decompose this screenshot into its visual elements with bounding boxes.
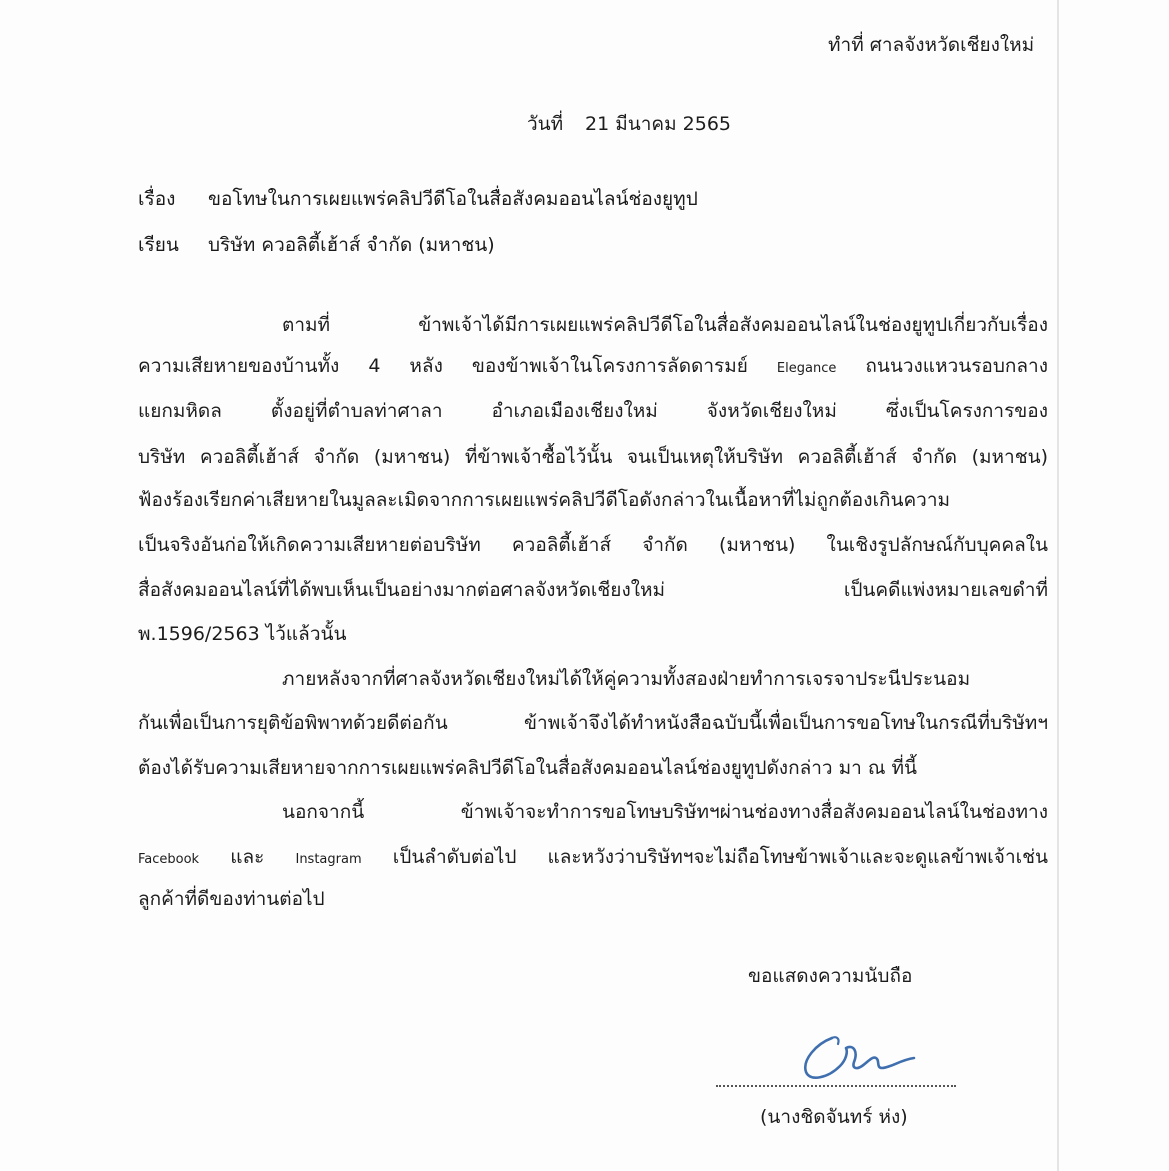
p1-line-5: ฟ้องร้องเรียกค่าเสียหายในมูลละเมิดจากการเผยแพร่คลิปวีดีโอดังกล่าวในเนื้อหาที่ไม่ถูกต้องเกินความ xyxy=(138,489,951,511)
p3-line-2 xyxy=(138,845,1048,872)
p2-line-3: ต้องได้รับความเสียหายจากการเผยแพร่คลิปวีดีโอในสื่อสังคมออนไลน์ช่องยูทูปดังกล่าว มา ณ ที่นี้ xyxy=(138,757,917,779)
p2-line-2: กันเพื่อเป็นการยุติข้อพิพาทด้วยดีต่อกัน ข้าพเจ้าจึงได้ทำหนังสือฉบับนี้เพื่อเป็นการขอโทษในกรณีที่บริษัทฯ xyxy=(138,712,1048,734)
page-edge-line xyxy=(1057,0,1059,1171)
recipient-value: บริษัท ควอลิตี้เฮ้าส์ จำกัด (มหาชน) xyxy=(208,234,495,256)
p2-line-1: ภายหลังจากที่ศาลจังหวัดเชียงใหม่ได้ให้คู่ความทั้งสองฝ่ายทำการเจรจาประนีประนอม xyxy=(282,668,971,690)
date-label: วันที่ xyxy=(527,113,564,135)
closing-regards: ขอแสดงความนับถือ xyxy=(748,965,913,987)
subject-label: เรื่อง xyxy=(138,188,176,210)
p1-line-2 xyxy=(138,354,1048,381)
p3-and: และ xyxy=(230,846,265,868)
p1-line-6: เป็นจริงอันก่อให้เกิดความเสียหายต่อบริษัท ควอลิตี้เฮ้าส์ จำกัด (มหาชน) ในเชิงรูปลักษณ์กับบุคคลใน xyxy=(138,534,1048,556)
p3-instagram: Instagram xyxy=(295,852,362,867)
p1-line-4: บริษัท ควอลิตี้เฮ้าส์ จำกัด (มหาชน) ที่ข้าพเจ้าซื้อไว้นั้น จนเป็นเหตุให้บริษัท ควอลิตี้เฮ้าส์ จำกัด (มหาชน) xyxy=(138,446,1048,468)
subject-value: ขอโทษในการเผยแพร่คลิปวีดีโอในสื่อสังคมออนไลน์ช่องยูทูป xyxy=(208,188,698,210)
handwritten-signature xyxy=(792,1022,922,1086)
p1-line-7: สื่อสังคมออนไลน์ที่ได้พบเห็นเป็นอย่างมากต่อศาลจังหวัดเชียงใหม่ เป็นคดีแพ่งหมายเลขดำที่ xyxy=(138,579,1048,601)
p3-line-3: ลูกค้าที่ดีของท่านต่อไป xyxy=(138,888,325,910)
p1-line-2-a: ความเสียหายของบ้านทั้ง 4 หลัง ของข้าพเจ้าในโครงการลัดดารมย์ xyxy=(138,355,748,377)
p3-line-1: นอกจากนี้ ข้าพเจ้าจะทำการขอโทษบริษัทฯผ่านช่องทางสื่อสังคมออนไลน์ในช่องทาง xyxy=(282,801,1048,823)
p1-line-2-b: ถนนวงแหวนรอบกลาง xyxy=(865,355,1048,377)
date-value: 21 มีนาคม 2565 xyxy=(585,113,732,135)
p1-line-1: ตามที่ ข้าพเจ้าได้มีการเผยแพร่คลิปวีดีโอในสื่อสังคมออนไลน์ในช่องยูทูปเกี่ยวกับเรื่อง xyxy=(282,314,1048,336)
recipient-label: เรียน xyxy=(138,234,179,256)
signer-name: (นางชิดจันทร์ ห่ง) xyxy=(760,1106,908,1128)
p1-elegance: Elegance xyxy=(776,361,837,376)
p1-line-3: แยกมหิดล ตั้งอยู่ที่ตำบลท่าศาลา อำเภอเมืองเชียงใหม่ จังหวัดเชียงใหม่ ซึ่งเป็นโครงการของ xyxy=(138,400,1048,422)
place-written: ทำที่ ศาลจังหวัดเชียงใหม่ xyxy=(828,34,1035,56)
signature-dotted-line xyxy=(716,1085,956,1087)
p3-line-2-rest: เป็นลำดับต่อไป และหวังว่าบริษัทฯจะไม่ถือโทษข้าพเจ้าและจะดูแลข้าพเจ้าเช่น xyxy=(392,846,1048,868)
p1-line-8: พ.1596/2563 ไว้แล้วนั้น xyxy=(138,623,347,645)
p3-facebook: Facebook xyxy=(138,852,200,867)
